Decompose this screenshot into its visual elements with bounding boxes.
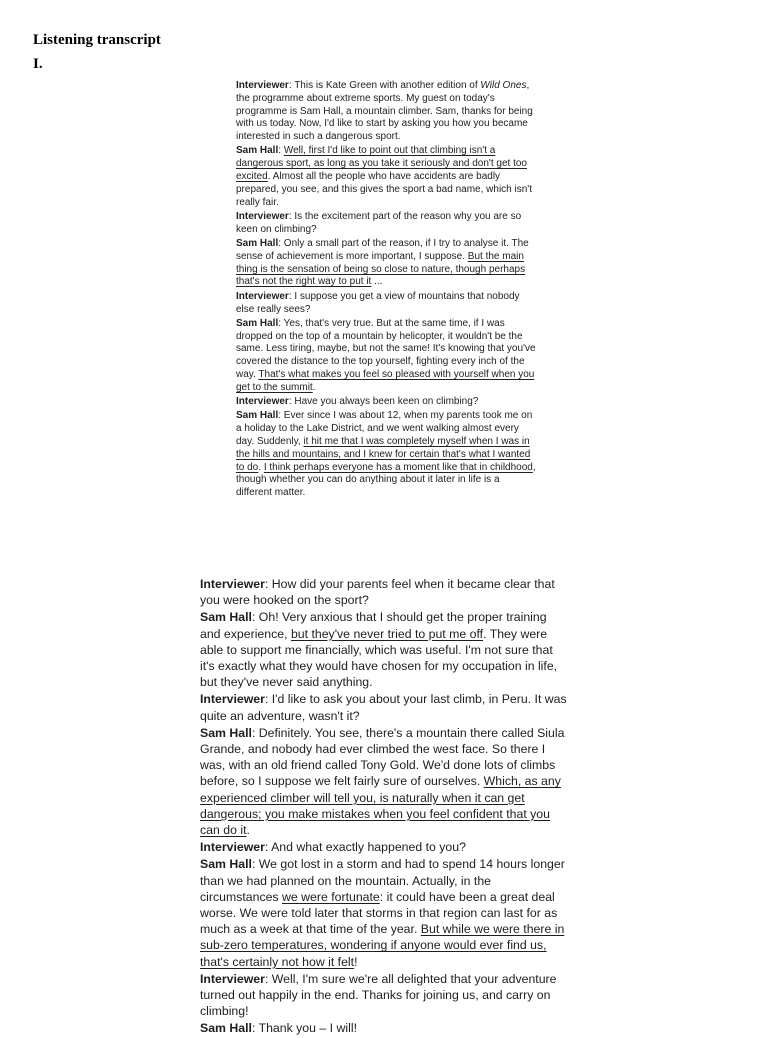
dialogue-turn bbox=[200, 691, 570, 723]
underlined-phrase: Well, first I'd like to point out that climbing isn't a dangerous sport, as long as you take it seriously and don't get too excited bbox=[236, 145, 527, 183]
dialogue-text: . bbox=[258, 461, 264, 473]
speaker-name: Interviewer bbox=[200, 840, 265, 855]
dialogue-text: : Yes, that's very true. But at the same time, if I was dropped on the top of a mountain by helicopter, it wouldn't be the same. Less tiring, maybe, but not the same! It's knowing that you've covered the distance to the top yourself, fighting every inch of the way. bbox=[236, 317, 536, 381]
dialogue-turn bbox=[236, 145, 536, 209]
dialogue-turn bbox=[200, 609, 570, 690]
dialogue-text: . bbox=[312, 381, 316, 393]
speaker-name: Sam Hall bbox=[236, 145, 279, 157]
dialogue-text: : Is the excitement part of the reason why you are so keen on climbing? bbox=[236, 210, 522, 235]
dialogue-text: . They were able to support me financially, which was useful. I'm not sure that it's exactly what they would have chosen for my occupation in life, but they've never said anything. bbox=[200, 626, 558, 690]
underlined-phrase: Which, as any experienced climber will tell you, is naturally when it can get dangerous; you make mistakes when you feel confident that you can do it bbox=[200, 774, 561, 838]
speaker-name: Interviewer bbox=[236, 80, 289, 91]
speaker-name: Interviewer bbox=[236, 290, 289, 302]
underlined-phrase: but they've never tried to put me off bbox=[290, 626, 484, 641]
dialogue-turn bbox=[200, 856, 570, 969]
underlined-phrase: it hit me that I was completely myself when I was in the hills and mountains, and I knew for certain that's what I wanted to do bbox=[236, 436, 531, 473]
dialogue-turn bbox=[200, 576, 570, 608]
underlined-phrase: we were fortunate bbox=[282, 889, 380, 904]
speaker-name: Sam Hall bbox=[200, 857, 252, 872]
speaker-name: Sam Hall bbox=[200, 1021, 252, 1036]
programme-title: Wild Ones bbox=[480, 80, 527, 91]
dialogue-text: : I suppose you get a view of mountains that nobody else really sees? bbox=[236, 290, 520, 315]
dialogue-text: : This is Kate Green with another edition of bbox=[288, 80, 481, 91]
dialogue-turn bbox=[200, 839, 570, 855]
dialogue-text: : How did your parents feel when it became clear that you were hooked on the sport? bbox=[200, 577, 555, 608]
dialogue-text: , though whether you can do anything about it later in life is a different matter. bbox=[236, 461, 536, 499]
speaker-name: Interviewer bbox=[236, 396, 289, 408]
dialogue-text: . Almost all the people who have accidents are badly prepared, you see, and this gives the sport a bad name, which isn't really fair. bbox=[236, 171, 532, 208]
underlined-phrase: That's what makes you feel so pleased with yourself when you get to the summit bbox=[236, 369, 535, 393]
dialogue-text: : Oh! Very anxious that I should get the proper training and experience, bbox=[200, 610, 547, 641]
dialogue-text: : We got lost in a storm and had to spend 14 hours longer than we had planned on the mountain. Actually, in the circumstances bbox=[200, 857, 565, 904]
dialogue-text: . bbox=[246, 823, 250, 838]
dialogue-text: : Only a small part of the reason, if I try to analyse it. The sense of achievement is more important, I suppose. bbox=[236, 238, 529, 262]
dialogue-text: ! bbox=[354, 954, 358, 969]
dialogue-turn bbox=[200, 971, 570, 1020]
dialogue-text: : bbox=[278, 145, 284, 157]
dialogue-text: : Well, I'm sure we're all delighted that your adventure turned out happily in the end. Thanks for joining us, and carry on climbing! bbox=[200, 971, 557, 1019]
dialogue-text: : Ever since I was about 12, when my parents took me on a holiday to the Lake District, and we went walking almost every day. Suddenly, bbox=[236, 410, 533, 448]
speaker-name: Interviewer bbox=[236, 210, 289, 222]
dialogue-turn bbox=[236, 410, 536, 500]
speaker-name: Sam Hall bbox=[236, 317, 279, 329]
speaker-name: Interviewer bbox=[200, 692, 265, 707]
dialogue-text: ... bbox=[371, 276, 383, 288]
speaker-name: Sam Hall bbox=[200, 610, 252, 625]
dialogue-turn bbox=[200, 1020, 570, 1036]
transcript-excerpt-1 bbox=[236, 80, 536, 502]
dialogue-turn bbox=[236, 396, 536, 409]
speaker-name: Interviewer bbox=[200, 577, 265, 591]
speaker-name: Sam Hall bbox=[200, 725, 252, 740]
dialogue-text: : And what exactly happened to you? bbox=[264, 840, 466, 855]
dialogue-turn bbox=[200, 725, 570, 838]
dialogue-text: : it could have been a great deal worse. We were told later that storms in that region can last for as much as a week at that time of the year. bbox=[200, 889, 558, 937]
speaker-name: Interviewer bbox=[200, 971, 265, 986]
underlined-phrase: But the main thing is the sensation of being so close to nature, though perhaps that's not the right way to put it bbox=[236, 250, 526, 288]
page-title: Listening transcript bbox=[33, 32, 161, 48]
transcript-excerpt-2 bbox=[200, 576, 570, 1038]
dialogue-text: : Thank you – I will! bbox=[251, 1021, 357, 1036]
speaker-name: Sam Hall bbox=[236, 410, 279, 422]
dialogue-text: , the programme about extreme sports. My guest on today's programme is Sam Hall, a mountain climber. Sam, thanks for being with us today. Now, I'd like to start by asking you how you became interested in such a dangerous sport. bbox=[236, 80, 533, 143]
dialogue-turn bbox=[236, 80, 536, 144]
underlined-phrase: I think perhaps everyone has a moment like that in childhood bbox=[263, 461, 533, 473]
section-number: I. bbox=[33, 56, 43, 72]
dialogue-text: : I'd like to ask you about your last climb, in Peru. It was quite an adventure, wasn't it? bbox=[200, 692, 567, 723]
dialogue-turn bbox=[236, 238, 536, 289]
underlined-phrase: But while we were there in sub-zero temperatures, wondering if anyone would ever find us, that's certainly not how it felt bbox=[200, 922, 565, 969]
dialogue-turn bbox=[236, 211, 536, 237]
dialogue-turn bbox=[236, 291, 536, 317]
dialogue-text: : Definitely. You see, there's a mountain there called Siula Grande, and nobody had ever climbed the west face. So there I was, with an old friend called Tony Gold. We'd done lots of climbs before, so I suppose we felt fairly sure of ourselves. bbox=[200, 725, 565, 789]
dialogue-turn bbox=[236, 318, 536, 395]
dialogue-text: : Have you always been keen on climbing? bbox=[288, 396, 479, 408]
speaker-name: Sam Hall bbox=[236, 238, 279, 250]
